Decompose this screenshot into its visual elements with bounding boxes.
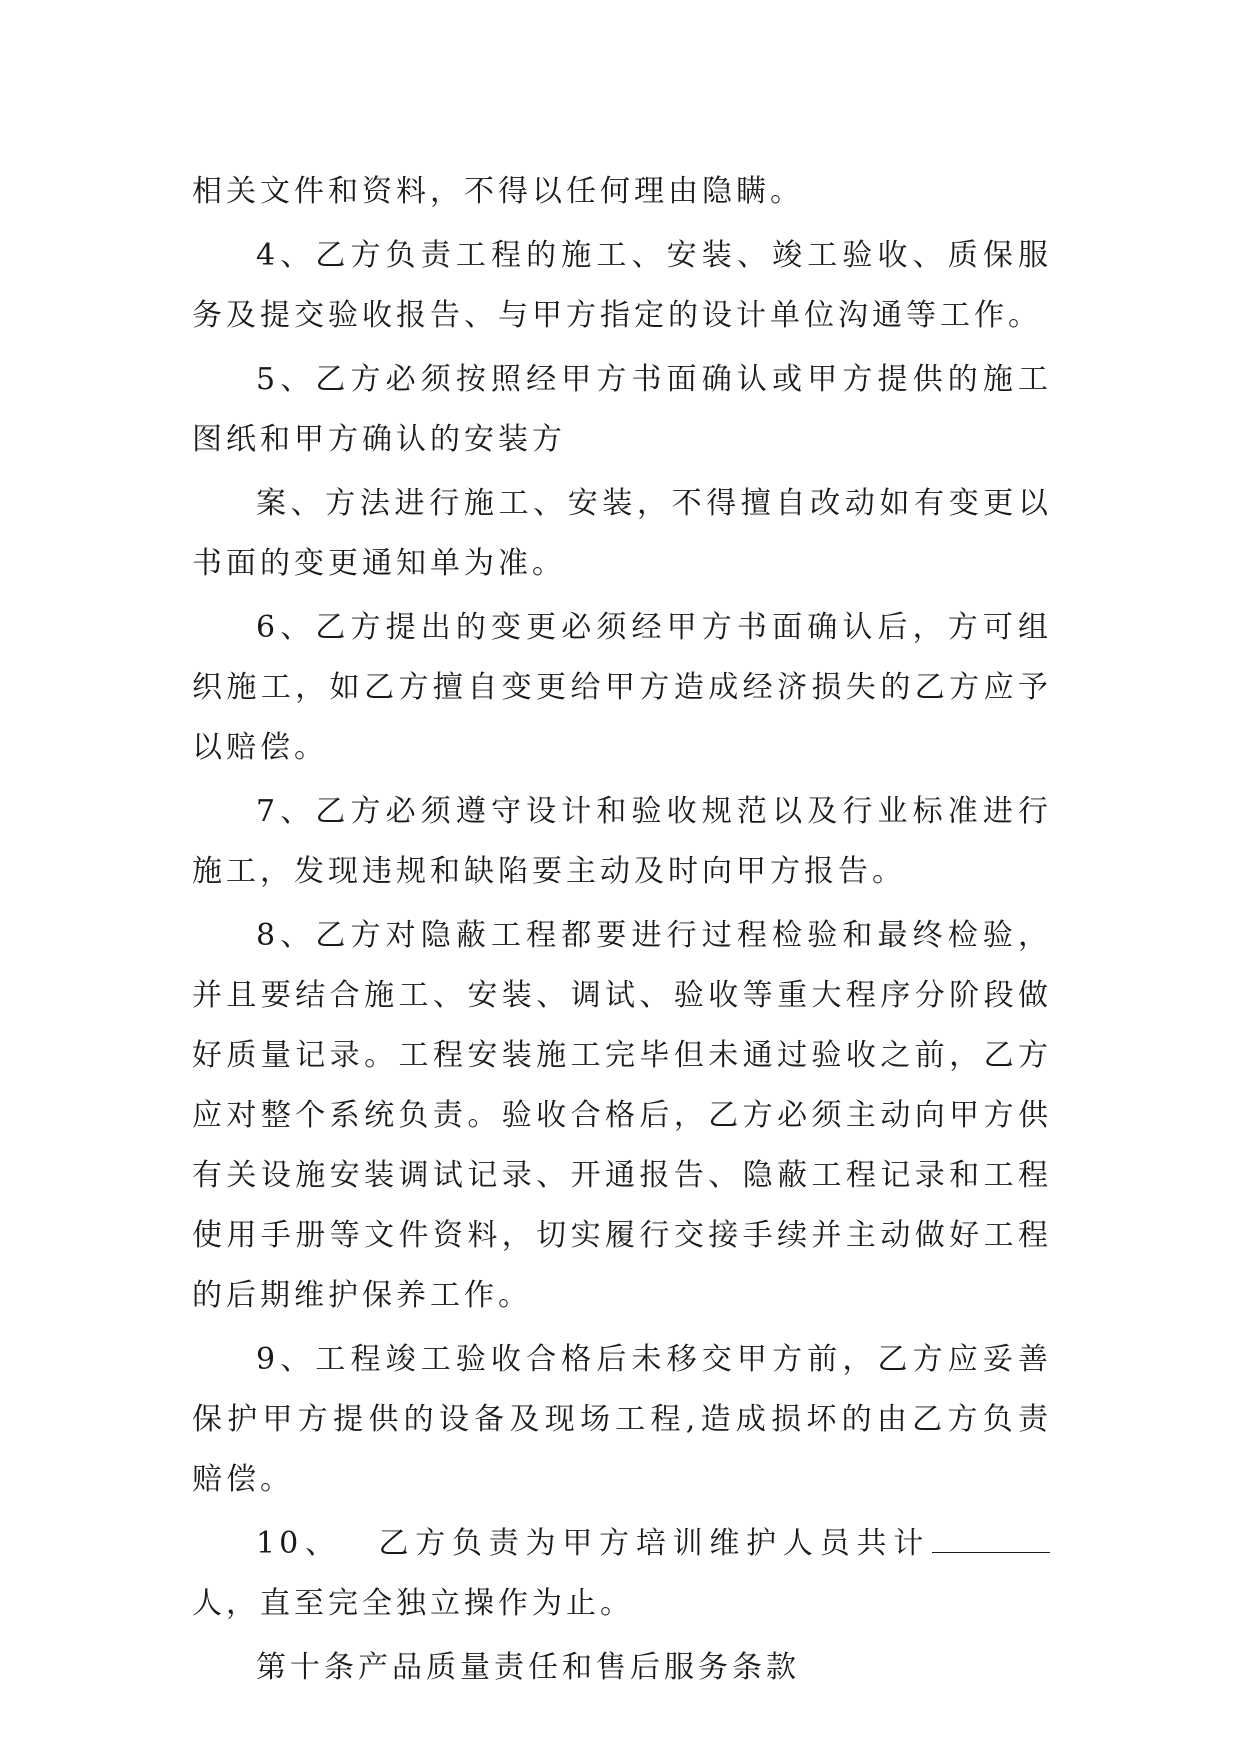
paragraph-item-8: 8、乙方对隐蔽工程都要进行过程检验和最终检验，并且要结合施工、安装、调试、验收等重大程序分阶段做好质量记录。工程安装施工完毕但未通过验收之前，乙方应对整个系统负责。验收合格后，乙方必须主动向甲方供有关设施安装调试记录、开通报告、隐蔽工程记录和工程使用手册等文件资料，切实履行交接手续并主动做好工程的后期维护保养工作。 <box>192 918 1052 1313</box>
paragraph-item-6: 6、乙方提出的变更必须经甲方书面确认后，方可组织施工，如乙方擅自变更给甲方造成经济损失的乙方应予以赔偿。 <box>192 610 1052 765</box>
paragraph-item-5-continued: 案、方法进行施工、安装，不得擅自改动如有变更以书面的变更通知单为准。 <box>192 486 1052 581</box>
document-body <box>192 162 1052 1702</box>
section-heading: 第十条产品质量责任和售后服务条款 <box>256 1650 800 1685</box>
item-10-text-after-blank: 人，直至完全独立操作为止。 <box>192 1586 634 1621</box>
paragraph-item-10 <box>192 1514 1052 1634</box>
paragraph-item-7: 7、乙方必须遵守设计和验收规范以及行业标准进行施工，发现违规和缺陷要主动及时向甲方报告。 <box>192 794 1052 889</box>
item-10-number: 10、 <box>256 1526 342 1561</box>
item-10-text-before-blank: 乙方负责为甲方培训维护人员共计 <box>375 1526 930 1561</box>
paragraph-item-4: 4、乙方负责工程的施工、安装、竣工验收、质保服务及提交验收报告、与甲方指定的设计单位沟通等工作。 <box>192 238 1052 333</box>
paragraph-item-9: 9、工程竣工验收合格后未移交甲方前，乙方应妥善保护甲方提供的设备及现场工程,造成损坏的由乙方负责赔偿。 <box>192 1342 1052 1497</box>
trainee-count-blank <box>932 1526 1050 1553</box>
paragraph-continuation: 相关文件和资料，不得以任何理由隐瞒。 <box>192 174 804 209</box>
paragraph-item-5: 5、乙方必须按照经甲方书面确认或甲方提供的施工图纸和甲方确认的安装方 <box>192 362 1052 457</box>
